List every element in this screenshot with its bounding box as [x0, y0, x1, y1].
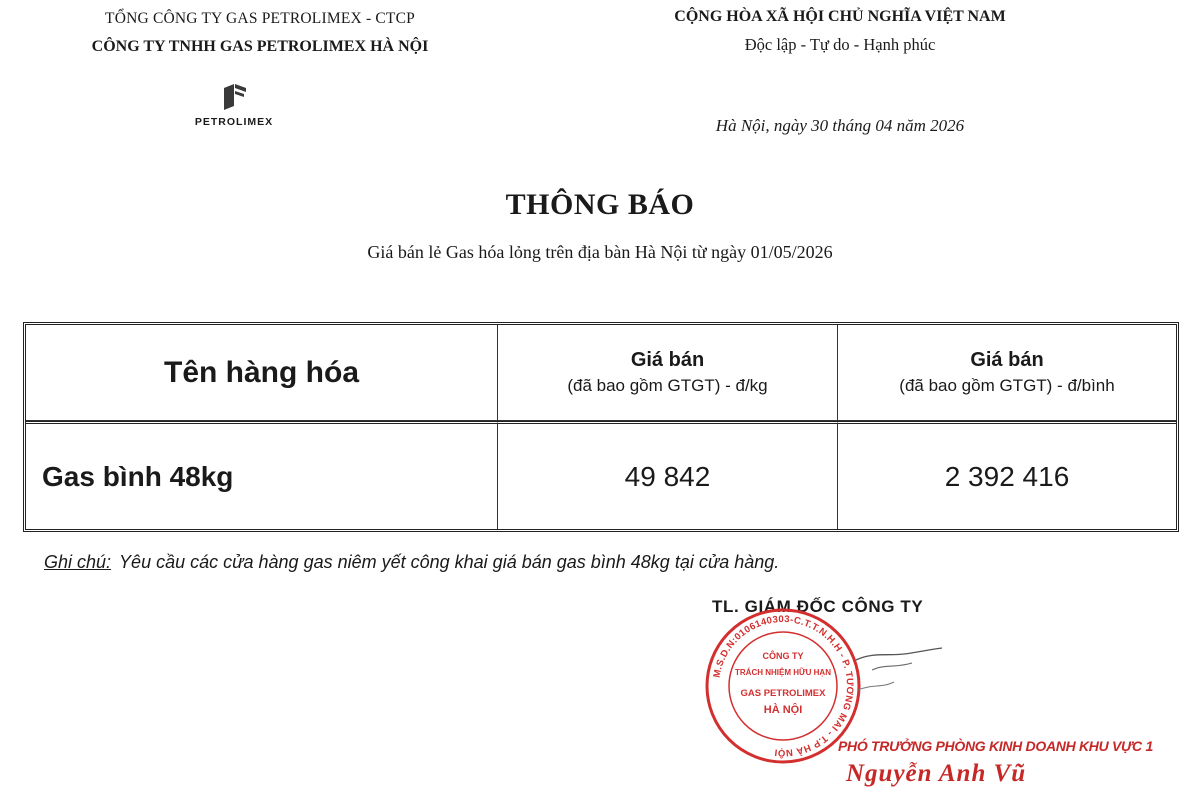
company-name: CÔNG TY TNHH GAS PETROLIMEX HÀ NỘI [91, 38, 429, 55]
document-subtitle: Giá bán lẻ Gas hóa lỏng trên địa bàn Hà Nội từ ngày 01/05/2026 [367, 242, 833, 262]
header-price-per-kg-sub: (đã bao gồm GTGT) - đ/kg [567, 375, 768, 395]
signer-position: PHÓ TRƯỞNG PHÒNG KINH DOANH KHU VỰC 1 [838, 738, 1153, 754]
stamp-line-1: CÔNG TY [762, 651, 804, 661]
price-table [23, 322, 1179, 532]
national-title: CỘNG HÒA XÃ HỘI CHỦ NGHĨA VIỆT NAM [674, 8, 1006, 25]
note [30, 552, 779, 573]
stamp-ring-text: M.S.D.N:0106140303-C.T.T.N.H.H - P. TƯƠNG MAI - T.P HÀ NỘI [711, 613, 856, 759]
header-price-per-bottle [838, 325, 1176, 421]
signature-title: TL. GIÁM ĐỐC CÔNG TY [712, 597, 924, 616]
petrolimex-logo-icon [222, 84, 246, 110]
signer-name: Nguyễn Anh Vũ [846, 760, 1027, 787]
note-text: Yêu cầu các cửa hàng gas niêm yết công khai giá bán gas bình 48kg tại cửa hàng. [119, 552, 780, 572]
header-price-per-bottle-label: Giá bán [970, 348, 1044, 371]
handwritten-signature [852, 630, 982, 700]
table-row-price-per-bottle: 2 392 416 [838, 421, 1176, 529]
header-price-per-bottle-sub: (đã bao gồm GTGT) - đ/bình [899, 375, 1115, 395]
header-product-name-label: Tên hàng hóa [164, 355, 359, 389]
document-title: THÔNG BÁO [505, 188, 695, 221]
stamp-line-2: TRÁCH NHIỆM HỮU HẠN [735, 668, 831, 677]
table-row-price-per-kg: 49 842 [498, 421, 838, 529]
stamp-line-3: GAS PETROLIMEX [740, 688, 826, 699]
parent-company-name: TỔNG CÔNG TY GAS PETROLIMEX - CTCP [105, 10, 415, 27]
note-label: Ghi chú: [44, 552, 112, 572]
date-line: Hà Nội, ngày 30 tháng 04 năm 2026 [715, 116, 965, 135]
header-price-per-kg-label: Giá bán [630, 348, 705, 371]
national-motto: Độc lập - Tự do - Hạnh phúc [744, 35, 936, 54]
header-price-per-kg [498, 325, 838, 421]
table-row-product-name: Gas bình 48kg [26, 421, 498, 529]
svg-text:M.S.D.N:0106140303-C.T.T.N.H.H [712, 614, 856, 759]
logo-text: PETROLIMEX [194, 116, 274, 128]
stamp-line-4: HÀ NỘI [763, 704, 803, 716]
header-product-name [26, 325, 498, 421]
